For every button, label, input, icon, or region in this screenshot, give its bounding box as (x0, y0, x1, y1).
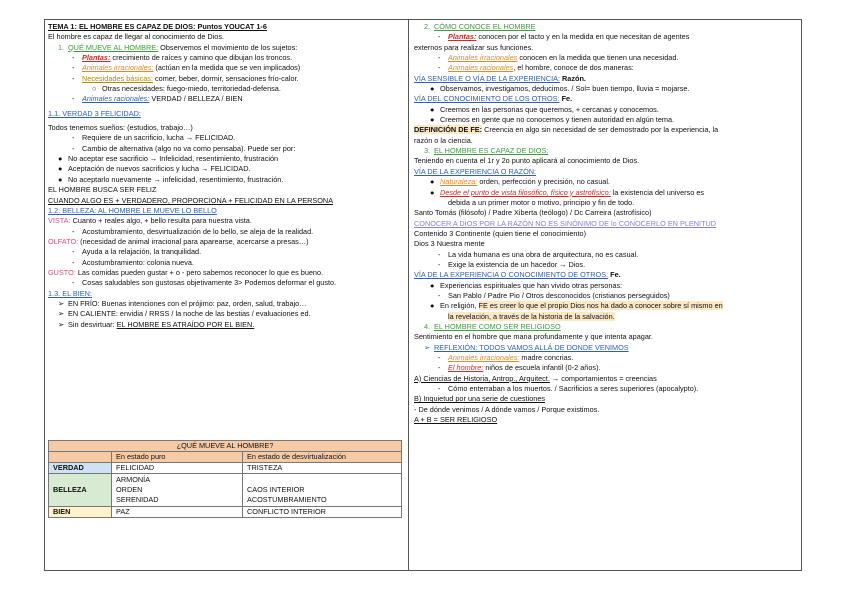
right-column (414, 22, 798, 425)
line-santo-tomas: Santo Tomás (filósofo) / Padre Xiberta (teólogo) / Dc Carreira (astrofísico) (414, 208, 652, 218)
line-san-pablo: - San Pablo / Padre Pio / Otros desconocidos (cristianos perseguidos) (438, 290, 670, 300)
line-a-mas-b: A + B = SER RELIGIOSO (414, 415, 498, 425)
table-header-empty (49, 452, 112, 463)
line-sacrificio: - Requiere de un sacrificio, lucha → FELICIDAD. (72, 133, 236, 143)
heading-via-sensible: VÍA SENSIBLE O VÍA DE LA EXPERIENCIA: Razón. (414, 73, 586, 83)
line-el-hombre: - El hombre: niños de escuela infantil (0-2 años). (438, 363, 601, 373)
disc-bullet-icon: ● (430, 84, 435, 94)
arrow-bullet-icon: ➢ (58, 319, 65, 329)
table-row-label: BIEN (49, 507, 112, 518)
line-suenos: Todos tenemos sueños: (estudios, trabajo…) (48, 123, 193, 133)
column-divider (408, 19, 409, 571)
intro-line: El hombre es capaz de llegar al conocimiento de Dios. (48, 32, 225, 42)
line-plantas-cont: externos para realizar sus funciones. (414, 42, 534, 52)
line-plantas: - Plantas: conocen por el tacto y en la medida en que necesitan de agentes (438, 32, 690, 42)
arrow-item-frio: ➢ EN FRÍO: Buenas intenciones con el prójimo: paz, orden, salud, trabajo… (58, 298, 307, 308)
heading-1-2: 1.2. BELLEZA: AL HOMBRE LE MUEVE LO BELLO (48, 205, 217, 215)
bullet-observamos: ● Observamos, investigamos, deducimos. / Sol= buen tiempo, lluvia = mojarse. (430, 84, 690, 94)
bullet-naturaleza: ● Naturaleza: orden, perfección y precisión, no casual. (430, 177, 610, 187)
table-cell: ARMONÍA ORDEN SERENIDAD (112, 474, 243, 507)
disc-bullet-icon: ● (430, 280, 435, 290)
line-exige: - Exige la existencia de un hacedor → Dios. (438, 259, 586, 269)
bullet-no-aceptarlo: ● No aceptarlo nuevamente → infelicidad, resentimiento, frustración. (58, 174, 284, 184)
list-item-animales-racionales: - Animales racionales: VERDAD / BELLEZA / BIEN (72, 94, 243, 104)
bullet-desde-cont: debida a un primer motor o motivo, principio y fin de todo. (448, 197, 635, 207)
line-busca-ser-feliz: EL HOMBRE BUSCA SER FELIZ (48, 185, 157, 195)
line-acost-1: - Acostumbramiento, desvirtualización de lo bello, se aleja de la realidad. (72, 226, 314, 236)
disc-bullet-icon: ● (58, 174, 63, 184)
arrow-item-sin-desvirtuar: ➢ Sin desvirtuar: EL HOMBRE ES ATRAÍDO POR EL BIEN. (58, 319, 255, 329)
line-cuando: CUANDO ALGO ES + VERDADERO, PROPORCIONA + FELICIDAD EN LA PERSONA (48, 195, 334, 205)
section-4-heading: 4. EL HOMBRE COMO SER RELIGIOSO (424, 321, 561, 331)
section-1-heading: 1. QUÉ MUEVE AL HOMBRE: Observemos el movimiento de los sujetos: (58, 42, 298, 52)
line-relajacion: - Ayuda a la relajación, la tranquilidad. (72, 247, 202, 257)
line-donde: - De dónde venimos / A dónde vamos / Porque existimos. (414, 404, 600, 414)
table-cell: TRISTEZA (243, 463, 402, 474)
list-item-plantas: - Plantas: crecimiento de raíces y camino que dibujan los troncos. (72, 53, 293, 63)
heading-via-otros: VÍA DE LA EXPERIENCIA O CONOCIMIENTO DE OTROS: Fe. (414, 270, 621, 280)
arrow-bullet-icon: ➢ (58, 309, 65, 319)
line-animales-racionales: - Animales racionales, el hombre, conoce de dos maneras: (438, 63, 634, 73)
line-cambio: - Cambio de alternativa (algo no va como pensaba). Puede ser por: (72, 143, 296, 153)
section-2-heading: 2. CÓMO CONOCE EL HOMBRE (424, 22, 536, 31)
bullet-experiencias: ● Experiencias espirituales que han vivido otras personas: (430, 280, 623, 290)
left-column (48, 22, 404, 330)
disc-bullet-icon: ● (430, 177, 435, 187)
line-teniendo: Teniendo en cuenta el 1r y 2o punto aplicará al conocimiento de Dios. (414, 156, 640, 166)
que-mueve-table (48, 440, 402, 518)
disc-bullet-icon: ● (58, 154, 63, 164)
bullet-religion: ● En religión, FE es creer lo que el propio Dios nos ha dado a conocer sobre sí mismo en (430, 301, 723, 311)
heading-via-experiencia: VÍA DE LA EXPERIENCIA O RAZÓN: (414, 166, 537, 176)
arrow-item-reflexion: ➢ REFLEXIÓN: TODOS VAMOS ALLÁ DE DONDE VENIMOS (424, 342, 629, 352)
disc-bullet-icon: ● (430, 104, 435, 114)
bullet-desde: ● Desde el punto de vista filosófico, físico y astrofísico: la existencia del universo es (430, 187, 705, 197)
line-cosas: - Cosas saludables son gustosas objetivamente 3> Podemos deformar el gusto. (72, 278, 337, 288)
disc-bullet-icon: ● (58, 164, 63, 174)
line-acost-2: - Acostumbramiento: colonia nueva. (72, 257, 194, 267)
table-header-row (49, 452, 402, 463)
arrow-bullet-icon: ➢ (58, 298, 65, 308)
circle-bullet-icon: ○ (92, 84, 97, 94)
line-gusto: GUSTO: Las comidas pueden gustar + o - pero sabemos reconocer lo que es bueno. (48, 267, 324, 277)
table-cell: CAOS INTERIOR ACOSTUMBRAMIENTO (243, 474, 402, 507)
bullet-creemos-2: ● Creemos en gente que no conocemos y tienen autoridad en algún tema. (430, 115, 675, 125)
arrow-bullet-icon: ➢ (424, 342, 431, 352)
table-caption: ¿QUÉ MUEVE AL HOMBRE? (49, 441, 402, 452)
table-header-cell: En estado de desvirtualización (243, 452, 402, 463)
line-animales-irracionales-2: - Animales irracionales: madre concrias. (438, 353, 574, 362)
section-3-heading: 3. EL HOMBRE ES CAPAZ DE DIOS: (424, 146, 549, 156)
heading-1-3: 1.3. EL BIEN: (48, 288, 92, 298)
line-inquietud-b: B) Inquietud por una serie de cuestiones (414, 394, 546, 404)
disc-bullet-icon: ● (430, 187, 435, 197)
table-row-label: BELLEZA (49, 474, 112, 507)
dash-bullet: - (72, 63, 75, 73)
definicion-fe: DEFINICIÓN DE FE: Creencia en algo sin necesidad de ser demostrado por la experiencia, la (414, 125, 719, 135)
list-item-otras-necesidades: ○ Otras necesidades: fuego-miedo, territoriedad-defensa. (92, 84, 281, 94)
bullet-no-aceptar: ● No aceptar ese sacrificio → Infelicidad, resentimiento, frustración (58, 154, 279, 164)
list-item-necesidades: - Necesidades básicas: comer, beber, dormir, sensaciones frío-calor. (72, 73, 299, 83)
line-vista: VISTA: Cuanto + reales algo, + bello resulta para nuestra vista. (48, 216, 252, 226)
dash-bullet: - (72, 94, 75, 104)
bullet-creemos-1: ● Creemos en las personas que queremos, + cercanas y conocemos. (430, 104, 659, 114)
list-item-animales-irracionales: - Animales irracionales: (actúan en la medida que se ven implicados) (72, 63, 301, 73)
disc-bullet-icon: ● (430, 115, 435, 125)
table-row-label: VERDAD (49, 463, 112, 474)
line-animales-irracionales: - Animales irracionales conocen en la medida que tienen una necesidad. (438, 53, 679, 63)
table-caption-row (49, 441, 402, 452)
line-conocer-a-dios: CONOCER A DIOS POR LA RAZÓN NO ES SINÓNIMO DE lo CONOCERLO EN PLENITUD (414, 218, 717, 228)
line-vida-humana: - La vida humana es una obra de arquitectura, no es casual. (438, 249, 639, 259)
table-cell: FELICIDAD (112, 463, 243, 474)
bullet-aceptacion: ● Aceptación de nuevos sacrificios y lucha → FELICIDAD. (58, 164, 251, 174)
line-contenido: Contenido 3 Continente (quien tiene el conocimiento) (414, 228, 586, 238)
line-sentimiento: Sentimiento en el hombre que mana profundamente y que intenta apagar. (414, 332, 653, 342)
definicion-fe-cont: razón o la ciencia. (414, 135, 473, 145)
table-header-cell: En estado puro (112, 452, 243, 463)
line-ciencias-a: A) Ciencias de Historia, Antrop., Arquitect. → comportamientos = creencias (414, 373, 657, 383)
heading-1-1: 1.1. VERDAD 3 FELICIDAD: (48, 108, 141, 118)
line-dios: Dios 3 Nuestra mente (414, 239, 485, 249)
disc-bullet-icon: ● (430, 301, 435, 311)
table-cell: PAZ (112, 507, 243, 518)
heading-via-conocimiento: VÍA DEL CONOCIMIENTO DE LOS OTROS: Fe. (414, 94, 573, 104)
document-title: TEMA 1: EL HOMBRE ES CAPAZ DE DIOS: Puntos YOUCAT 1-6 (48, 22, 267, 31)
table-row (49, 463, 402, 474)
dash-bullet: - (72, 73, 75, 83)
dash-bullet: - (72, 53, 75, 63)
line-olfato: OLFATO: (necesidad de animal irracional para aparearse, acercarse a presas…) (48, 236, 309, 246)
table-cell: CONFLICTO INTERIOR (243, 507, 402, 518)
bullet-religion-cont: la revelación, a través de la historia de la salvación. (448, 311, 615, 321)
table-row (49, 507, 402, 518)
table-row (49, 474, 402, 507)
arrow-item-caliente: ➢ EN CALIENTE: envidia / RRSS / la noche de las bestias / evaluaciones ed. (58, 309, 311, 319)
line-enterraban: - Cómo enterraban a los muertos. / Sacrificios a seres superiores (apocalypto). (438, 384, 699, 394)
